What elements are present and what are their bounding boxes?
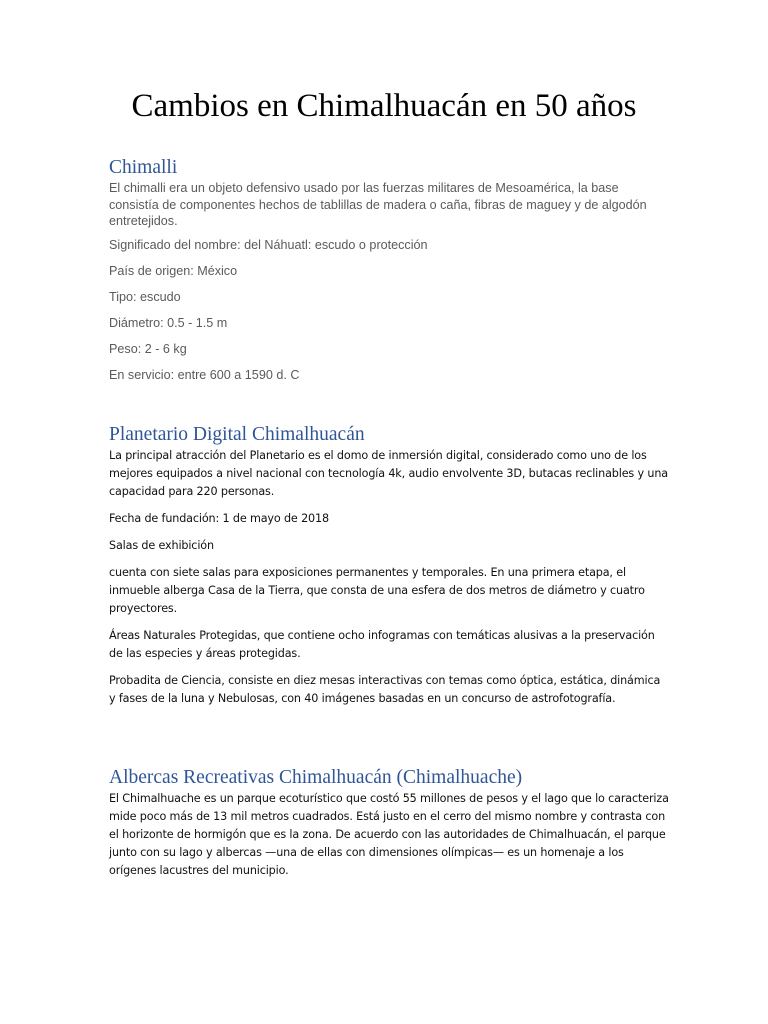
planetario-areas: Áreas Naturales Protegidas, que contiene ocho infogramas con temáticas alusivas a la preservación de las especies y áreas protegidas. <box>109 629 655 660</box>
chimalli-pais: País de origen: México <box>109 264 238 278</box>
chimalli-tipo: Tipo: escudo <box>109 290 181 304</box>
planetario-fecha: Fecha de fundación: 1 de mayo de 2018 <box>109 512 329 525</box>
planetario-salas-desc: cuenta con siete salas para exposiciones permanentes y temporales. En una primera etapa, el inmueble alberga Casa de la Tierra, que consta de una esfera de dos metros de diámetro y cuatro proyectores. <box>109 566 645 615</box>
chimalli-significado: Significado del nombre: del Náhuatl: escudo o protección <box>109 238 428 252</box>
planetario-probadita: Probadita de Ciencia, consiste en diez mesas interactivas con temas como óptica, estática, dinámica y fases de la luna y Nebulosas, con 40 imágenes basadas en un concurso de astrofotografía. <box>109 674 661 705</box>
planetario-intro: La principal atracción del Planetario es el domo de inmersión digital, considerado como uno de los mejores equipados a nivel nacional con tecnología 4k, audio envolvente 3D, butacas reclinables y una capacidad para 220 personas. <box>109 449 668 498</box>
page-title: Cambios en Chimalhuacán en 50 años <box>131 88 637 124</box>
planetario-heading: Planetario Digital Chimalhuacán <box>109 424 365 445</box>
albercas-heading: Albercas Recreativas Chimalhuacán (Chimalhuache) <box>109 767 523 788</box>
albercas-body: El Chimalhuache es un parque ecoturístico que costó 55 millones de pesos y el lago que lo caracteriza mide poco más de 13 mil metros cuadrados. Está justo en el cerro del mismo nombre y contrasta con el horizonte de hormigón que es la zona. De acuerdo con las autoridades de Chimalhuacán, el parque junto con su lago y albercas —una de ellas con dimensiones olímpicas— es un homenaje a los orígenes lacustres del municipio. <box>109 792 669 877</box>
planetario-salas: Salas de exhibición <box>109 539 214 552</box>
chimalli-heading: Chimalli <box>109 157 178 178</box>
chimalli-diametro: Diámetro: 0.5 - 1.5 m <box>109 316 228 330</box>
chimalli-intro: El chimalli era un objeto defensivo usado por las fuerzas militares de Mesoamérica, la base consistía de componentes hechos de tablillas de madera o caña, fibras de maguey y de algodón entretejidos. <box>109 181 647 228</box>
chimalli-peso: Peso: 2 - 6 kg <box>109 342 187 356</box>
chimalli-servicio: En servicio: entre 600 a 1590 d. C <box>109 368 300 382</box>
